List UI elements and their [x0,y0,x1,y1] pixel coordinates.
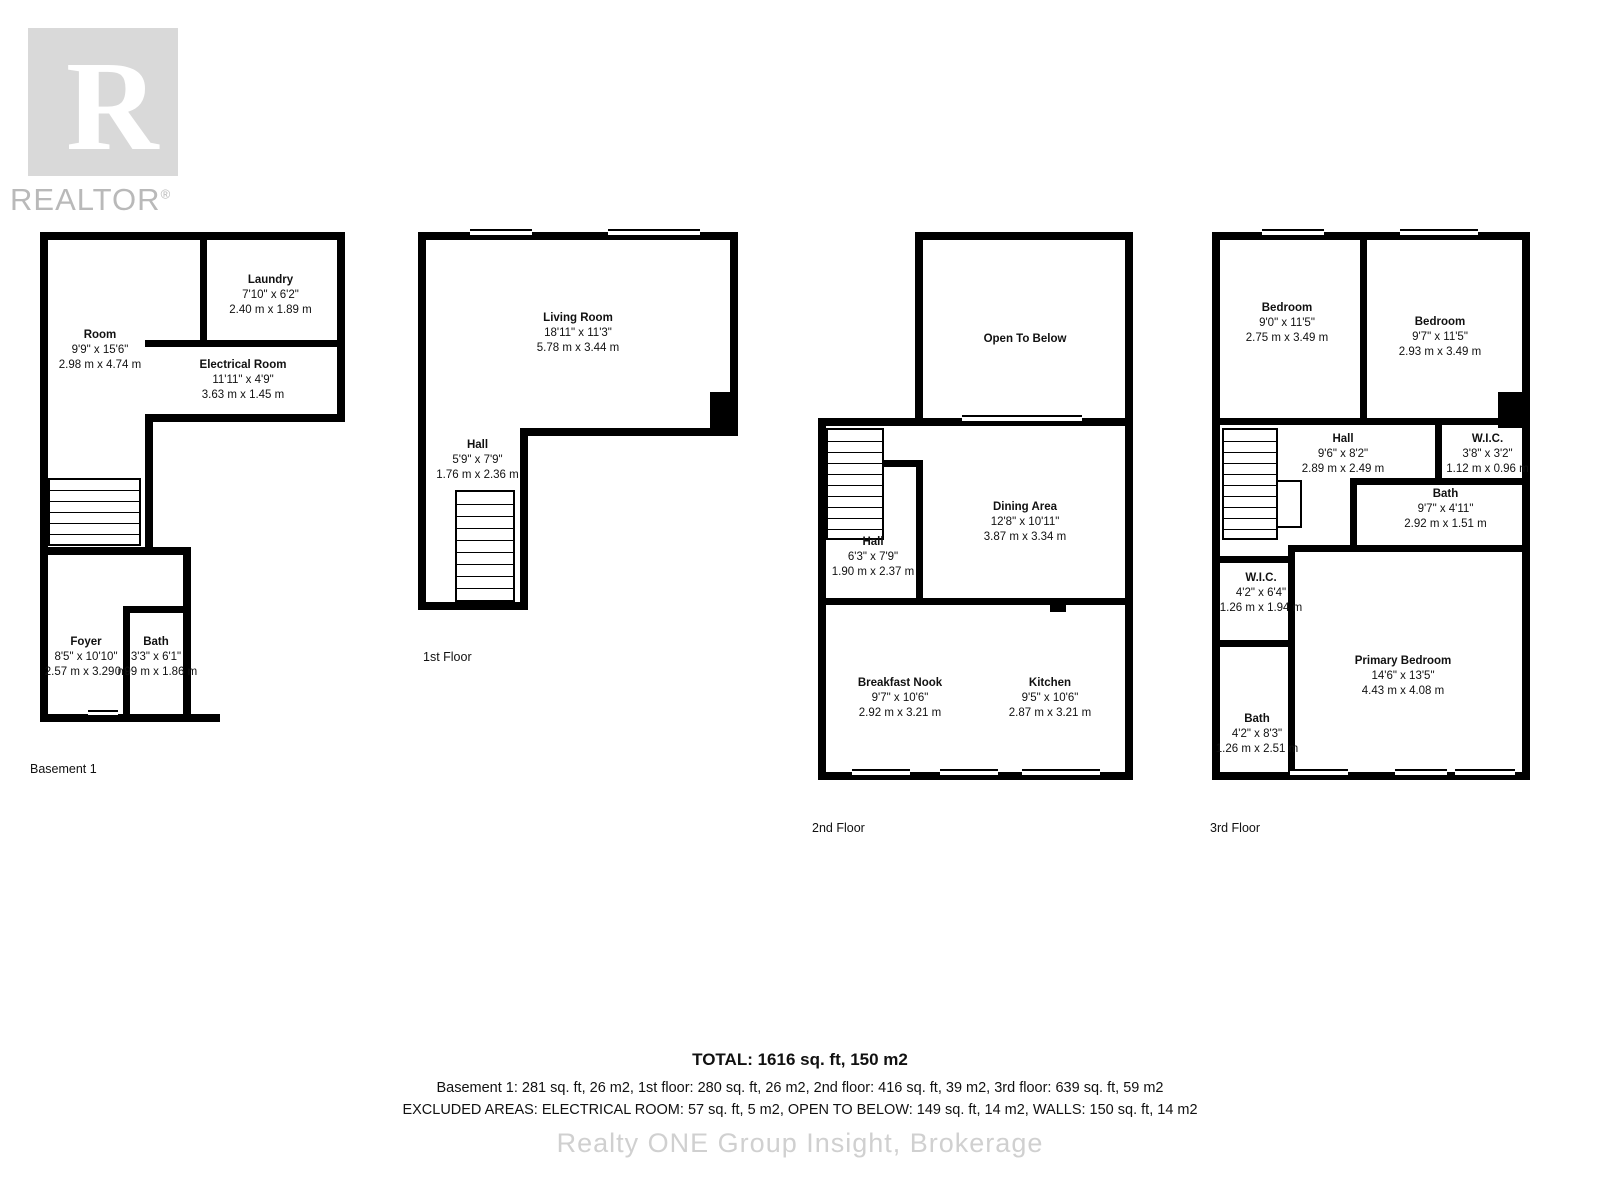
staircase [826,428,884,540]
wall [520,428,738,436]
staircase [1222,428,1278,540]
brokerage-watermark: Realty ONE Group Insight, Brokerage [556,1128,1044,1158]
wall [1350,545,1530,552]
registered-mark: ® [160,186,172,202]
floor-caption-basement-1: Basement 1 [30,762,97,776]
window [1290,769,1348,777]
wall [818,598,923,605]
window [1262,229,1324,237]
room-label-dining-area: Dining Area 12'8" x 10'11" 3.87 m x 3.34 m [983,501,1067,543]
total-area: TOTAL: 1616 sq. ft, 150 m2 [692,1050,908,1069]
room-label-open-to-below: Open To Below [983,333,1067,345]
room-label-hall: Hall 6'3" x 7'9" 1.90 m x 2.37 m [831,536,915,578]
room-label-room: Room 9'9" x 15'6" 2.98 m x 4.74 m [58,329,142,371]
room-label-hall: Hall 9'6" x 8'2" 2.89 m x 2.49 m [1301,433,1385,475]
wall [40,714,220,722]
window [88,710,118,717]
area-summary [0,1050,1600,1121]
wall [1360,236,1367,424]
wall [45,547,190,555]
room-label-laundry: Laundry 7'10" x 6'2" 2.40 m x 1.89 m [229,274,312,316]
wall [1213,556,1291,563]
wall [915,232,1133,240]
wall [145,340,340,347]
wall [915,598,1133,605]
room-label-wic-1: W.I.C. 3'8" x 3'2" 1.12 m x 0.96 m [1446,433,1529,475]
wall [710,392,738,436]
staircase [48,478,141,546]
room-label-breakfast-nook: Breakfast Nook 9'7" x 10'6" 2.92 m x 3.21 m [857,677,943,719]
realtor-logo-mark [28,28,178,176]
wall [1350,478,1530,485]
window [608,229,700,237]
wall [40,232,345,240]
excluded-areas: EXCLUDED AREAS: ELECTRICAL ROOM: 57 sq. ft, 5 m2, OPEN TO BELOW: 149 sq. ft, 14 m2, WALLS: 150 sq. ft, 14 m2 [402,1102,1198,1118]
window [1022,769,1100,777]
window [470,229,532,237]
room-label-primary-bedroom: Primary Bedroom 14'6" x 13'5" 4.43 m x 4.08 m [1354,655,1452,697]
wall [1290,545,1352,552]
window [1395,769,1447,777]
wall [418,232,426,610]
room-label-foyer: Foyer 8'5" x 10'10" 2.57 m x 3.29 m [44,636,128,678]
room-label-electrical-room: Electrical Room 11'11" x 4'9" 3.63 m x 1.45 m [199,359,287,401]
floor-caption-1st-floor: 1st Floor [423,650,472,664]
room-label-bath-1: Bath 9'7" x 4'11" 2.92 m x 1.51 m [1404,488,1487,530]
window [852,769,910,777]
area-breakdown: Basement 1: 281 sq. ft, 26 m2, 1st floor: 280 sq. ft, 26 m2, 2nd floor: 416 sq. ft, 39 m2, 3rd floor: 639 sq. ft, 59 m2 [436,1080,1164,1096]
realtor-logo-letter: R [66,35,159,177]
floor-caption-2nd-floor: 2nd Floor [812,821,865,835]
wall [1212,418,1530,425]
staircase [455,490,515,602]
room-label-bedroom-2: Bedroom 9'7" x 11'5" 2.93 m x 3.49 m [1398,316,1482,358]
realtor-logo-text [10,182,171,218]
wall [1050,598,1066,612]
room-label-kitchen: Kitchen 9'5" x 10'6" 2.87 m x 3.21 m [1008,677,1092,719]
room-label-bedroom-1: Bedroom 9'0" x 11'5" 2.75 m x 3.49 m [1245,302,1329,344]
wall [1125,232,1133,780]
window [1455,769,1515,777]
wall [1213,640,1291,647]
window [962,415,1082,423]
room-label-bath: Bath 3'3" x 6'1" 0.99 m x 1.86 m [114,636,198,678]
wall [1498,392,1524,428]
wall [418,602,528,610]
realtor-wordmark: REALTOR [10,182,161,217]
room-label-wic-2: W.I.C. 4'2" x 6'4" 1.26 m x 1.94 m [1219,572,1303,614]
floor-caption-3rd-floor: 3rd Floor [1210,821,1261,835]
wall [123,606,185,613]
wall [1212,232,1220,780]
wall [915,232,923,422]
room-label-living-room: Living Room 18'11" x 11'3" 5.78 m x 3.44 m [536,312,620,354]
wall [1522,232,1530,780]
wall [337,232,345,422]
wall [145,414,153,554]
realtor-logo [10,18,210,217]
window [1400,229,1478,237]
wall [1212,232,1530,240]
wall [145,414,345,422]
room-label-bath-2: Bath 4'2" x 8'3" 1.26 m x 2.51 m [1215,713,1299,755]
wall [1350,478,1357,550]
window [940,769,998,777]
room-label-hall: Hall 5'9" x 7'9" 1.76 m x 2.36 m [436,439,519,481]
